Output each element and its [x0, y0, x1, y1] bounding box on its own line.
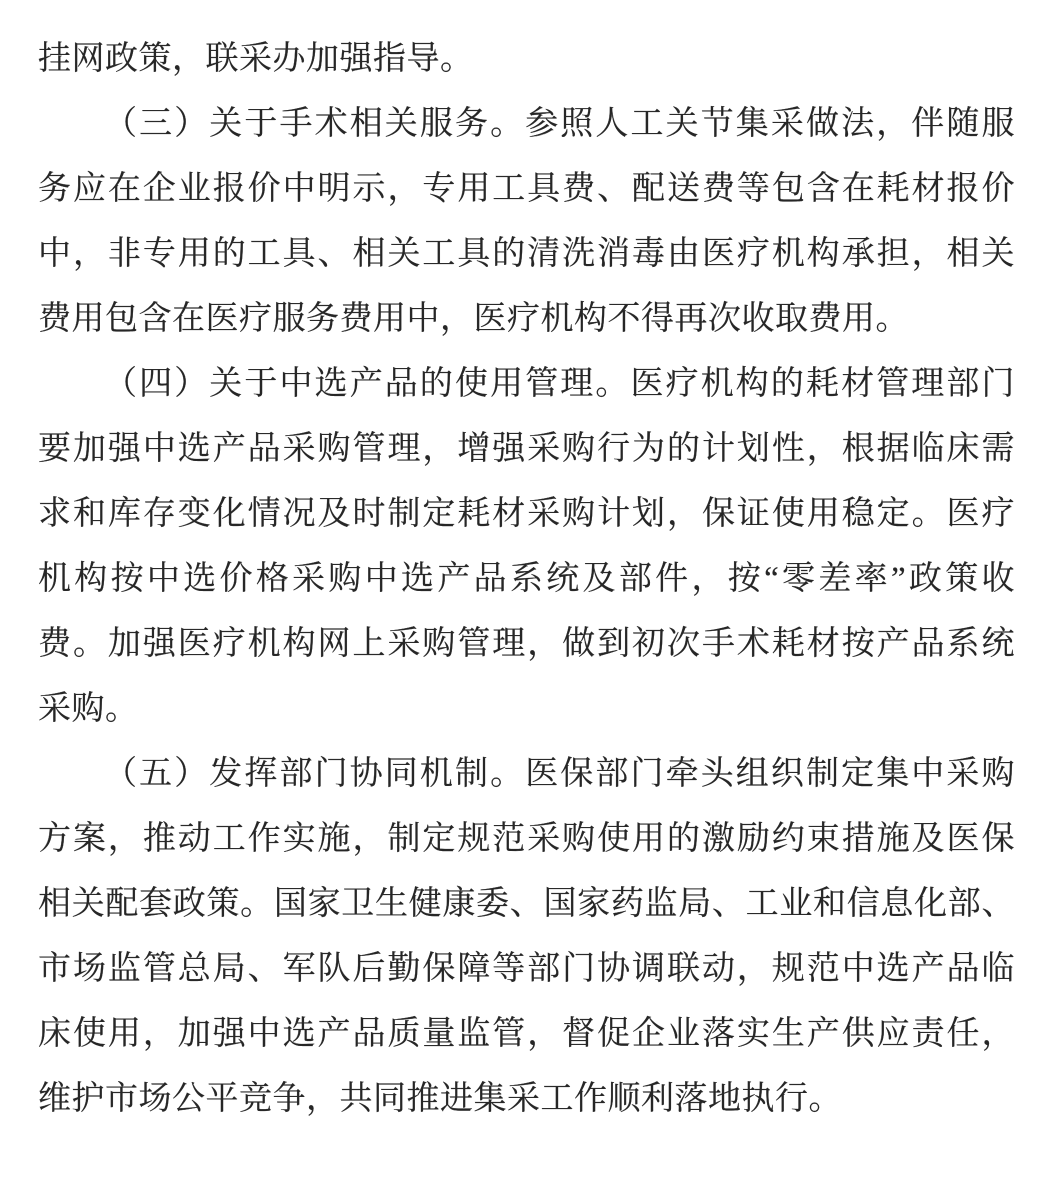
text-line: （三）关于手术相关服务。参照人工关节集采做法，伴随服 — [104, 106, 1015, 142]
text-line: 采购。 — [38, 691, 139, 727]
text-line: 方案，推动工作实施，制定规范采购使用的激励约束措施及医保 — [38, 821, 1015, 857]
text-line: 求和库存变化情况及时制定耗材采购计划，保证使用稳定。医疗 — [38, 496, 1015, 532]
text-line: 维护市场公平竞争，共同推进集采工作顺利落地执行。 — [38, 1081, 842, 1117]
text-line: 费用包含在医疗服务费用中，医疗机构不得再次收取费用。 — [38, 301, 909, 337]
text-line: （五）发挥部门协同机制。医保部门牵头组织制定集中采购 — [104, 756, 1015, 792]
text-line: 市场监管总局、军队后勤保障等部门协调联动，规范中选产品临 — [38, 951, 1015, 987]
text-line: 相关配套政策。国家卫生健康委、国家药监局、工业和信息化部、 — [38, 886, 1015, 922]
text-line: 中，非专用的工具、相关工具的清洗消毒由医疗机构承担，相关 — [38, 236, 1015, 272]
text-line: 费。加强医疗机构网上采购管理，做到初次手术耗材按产品系统 — [38, 626, 1015, 662]
text-line: 要加强中选产品采购管理，增强采购行为的计划性，根据临床需 — [38, 431, 1015, 467]
text-line: 务应在企业报价中明示，专用工具费、配送费等包含在耗材报价 — [38, 171, 1015, 207]
text-line: 机构按中选价格采购中选产品系统及部件，按“零差率”政策收 — [38, 561, 1015, 597]
text-line: 挂网政策，联采办加强指导。 — [38, 41, 474, 77]
text-line: 床使用，加强中选产品质量监管，督促企业落实生产供应责任， — [38, 1016, 1015, 1052]
text-line: （四）关于中选产品的使用管理。医疗机构的耗材管理部门 — [104, 366, 1015, 402]
